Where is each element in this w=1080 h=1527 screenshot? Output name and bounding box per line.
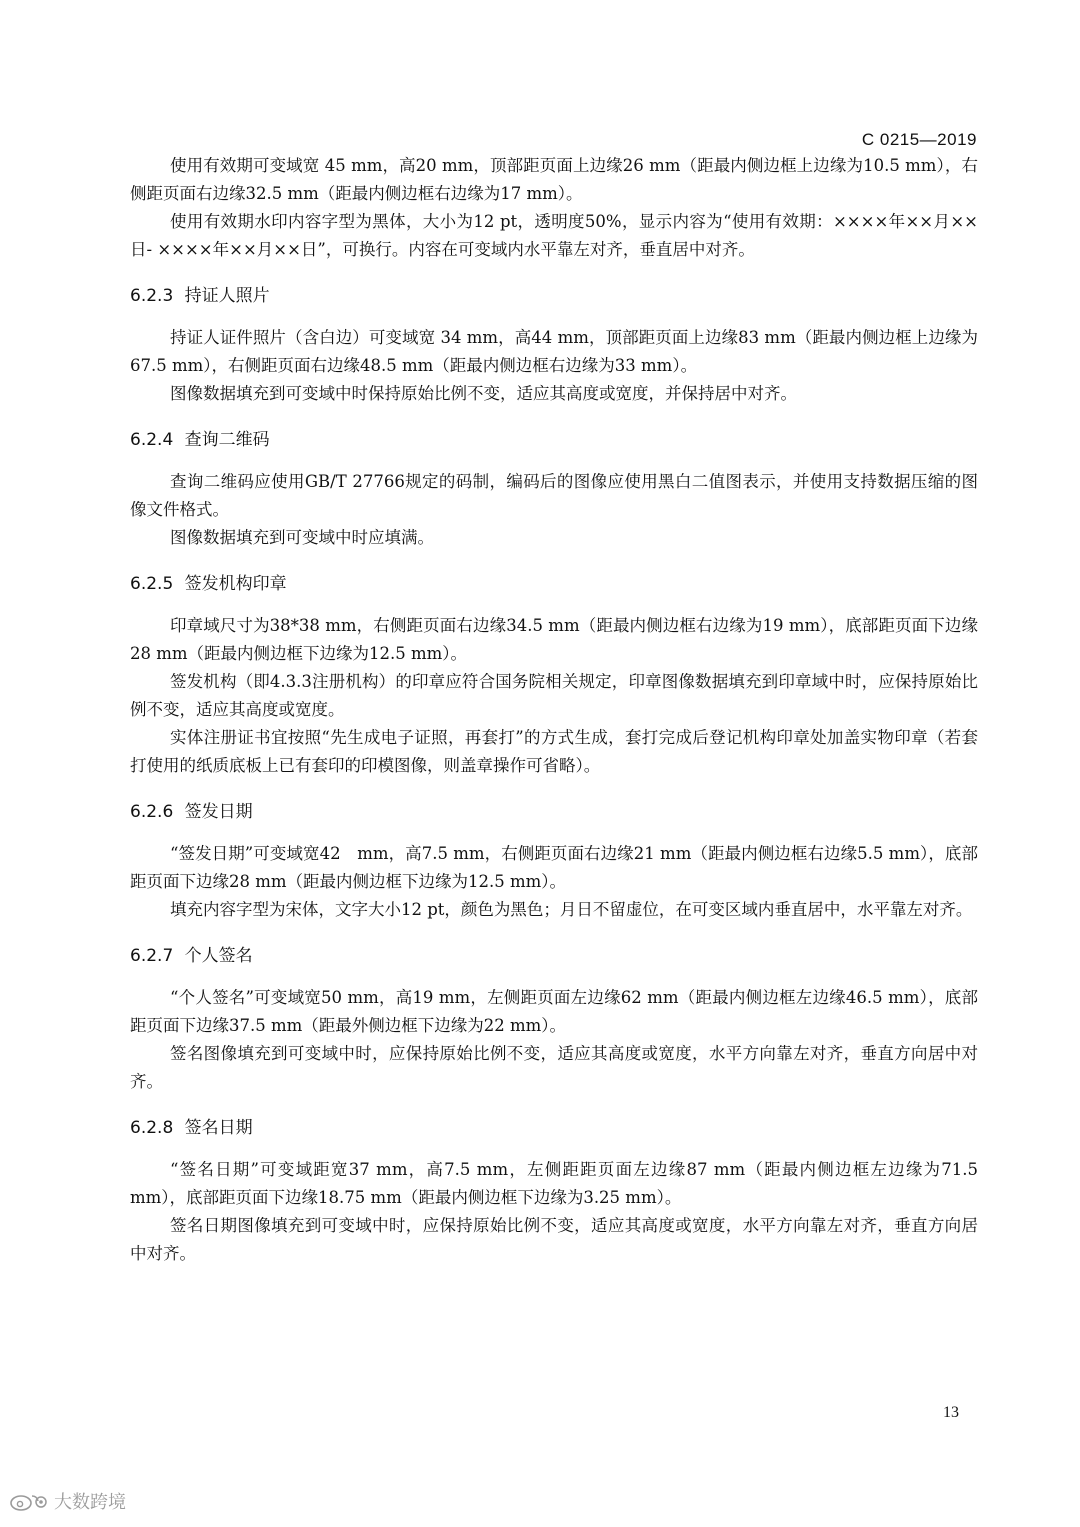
document-code: C 0215—2019: [861, 130, 977, 149]
paragraph: 图像数据填充到可变域中时保持原始比例不变，适应其高度或宽度，并保持居中对齐。: [170, 384, 797, 403]
section-title: 个人签名: [184, 946, 253, 966]
paragraph: 使用有效期水印内容字型为黑体，大小为12 pt，透明度50%，显示内容为“使用有效期：××××年××月××日- ××××年××月××日”，可换行。内容在可变域内水平靠左对齐，垂直居中对齐。: [130, 212, 978, 259]
section-title: 签发机构印章: [184, 574, 287, 594]
section-number: 6.2.7: [130, 946, 174, 966]
section-number: 6.2.8: [130, 1118, 174, 1138]
paragraph: 填充内容字型为宋体，文字大小12 pt，颜色为黑色；月日不留虚位，在可变区域内垂直居中，水平靠左对齐。: [170, 900, 973, 919]
section-personal-signature: [130, 942, 978, 1096]
paragraph: 使用有效期可变域宽 45 mm，高20 mm，顶部距页面上边缘26 mm（距最内侧边框上边缘为10.5 mm），右侧距页面右边缘32.5 mm（距最内侧边框右边缘为17 mm）。: [130, 156, 978, 203]
section-issuer-seal: [130, 570, 978, 780]
page-number: 13: [943, 1404, 959, 1421]
section-heading: [130, 570, 978, 598]
section-heading: [130, 942, 978, 970]
section-qr-code: [130, 426, 978, 552]
section-holder-photo: [130, 282, 978, 408]
paragraph: 签名图像填充到可变域中时，应保持原始比例不变，适应其高度或宽度，水平方向靠左对齐，垂直方向居中对齐。: [130, 1044, 978, 1091]
section-heading: [130, 426, 978, 454]
paragraph: 实体注册证书宜按照“先生成电子证照，再套打”的方式生成，套打完成后登记机构印章处加盖实物印章（若套打使用的纸质底板上已有套印的印模图像，则盖章操作可省略）。: [130, 728, 978, 775]
section-number: 6.2.3: [130, 286, 174, 306]
weibo-icon: [8, 1490, 50, 1512]
section-number: 6.2.4: [130, 430, 174, 450]
section-signature-date: [130, 1114, 978, 1268]
paragraph: “签名日期”可变域距宽37 mm，高7.5 mm，左侧距距页面左边缘87 mm（距最内侧边框左边缘为71.5 mm），底部距页面下边缘18.75 mm（距最内侧边框下边缘为3.25 mm）。: [130, 1160, 978, 1207]
paragraph: 持证人证件照片（含白边）可变域宽 34 mm，高44 mm，顶部距页面上边缘83 mm（距最内侧边框上边缘为67.5 mm），右侧距页面右边缘48.5 mm（距最内侧边框右边缘为33 mm）。: [130, 328, 978, 375]
section-title: 持证人照片: [184, 286, 270, 306]
paragraph: 图像数据填充到可变域中时应填满。: [170, 528, 434, 547]
paragraph: “签发日期”可变域宽42 mm，高7.5 mm，右侧距页面右边缘21 mm（距最内侧边框右边缘5.5 mm），底部距页面下边缘28 mm（距最内侧边框下边缘为12.5 mm）。: [130, 844, 978, 891]
paragraph: 查询二维码应使用GB/T 27766规定的码制，编码后的图像应使用黑白二值图表示，并使用支持数据压缩的图像文件格式。: [130, 472, 978, 519]
section-usage-period: [130, 152, 978, 264]
section-heading: [130, 1114, 978, 1142]
section-number: 6.2.5: [130, 574, 174, 594]
section-title: 签名日期: [184, 1118, 253, 1138]
section-title: 查询二维码: [184, 430, 270, 450]
watermark-text: 大数跨境: [54, 1492, 126, 1513]
paragraph: 签发机构（即4.3.3注册机构）的印章应符合国务院相关规定，印章图像数据填充到印章域中时，应保持原始比例不变，适应其高度或宽度。: [130, 672, 978, 719]
watermark: [8, 1488, 126, 1514]
paragraph: 签名日期图像填充到可变域中时，应保持原始比例不变，适应其高度或宽度，水平方向靠左对齐，垂直方向居中对齐。: [130, 1216, 978, 1263]
section-number: 6.2.6: [130, 802, 174, 822]
paragraph: “个人签名”可变域宽50 mm，高19 mm，左侧距页面左边缘62 mm（距最内侧边框左边缘46.5 mm），底部距页面下边缘37.5 mm（距最外侧边框下边缘为22 mm）。: [130, 988, 978, 1035]
section-heading: [130, 798, 978, 826]
paragraph: 印章域尺寸为38*38 mm，右侧距页面右边缘34.5 mm（距最内侧边框右边缘为19 mm），底部距页面下边缘28 mm（距最内侧边框下边缘为12.5 mm）。: [130, 616, 978, 663]
document-body: [130, 152, 978, 1268]
section-title: 签发日期: [184, 802, 253, 822]
section-issue-date: [130, 798, 978, 924]
section-heading: [130, 282, 978, 310]
